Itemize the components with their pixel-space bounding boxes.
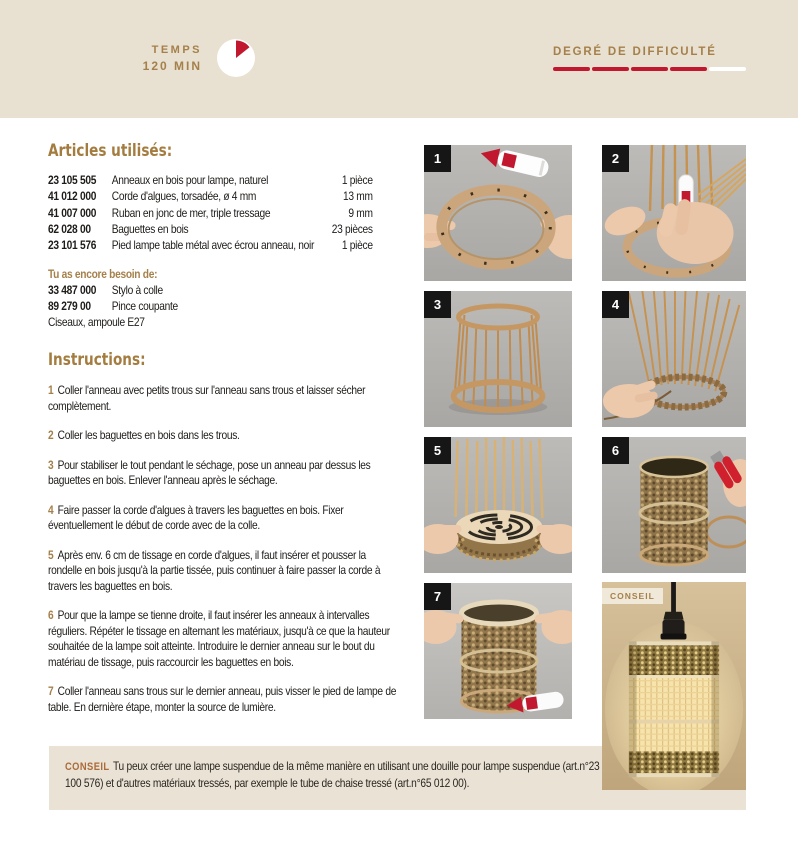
time-label: TEMPS (151, 43, 202, 56)
article-name: Pince coupante (111, 299, 178, 313)
step-number: 6 (48, 608, 54, 622)
step-number-badge: 5 (424, 437, 451, 464)
article-ref: 23 105 505 (48, 173, 97, 187)
article-name: Baguettes en bois (111, 221, 189, 236)
instruction-step (48, 608, 401, 670)
glue-pen-icon (479, 145, 551, 179)
step-number: 5 (48, 547, 54, 562)
step-text: Après env. 6 cm de tissage en corde d'algues, il faut insérer et pousser la rondelle en bois jusqu'à la partie tissée, puis continuer à faire passer la corde à travers les baguettes en bois. (48, 547, 381, 593)
step-text: Pour que la lampe se tienne droite, il faut insérer les anneaux à intervalles réguliers. Répéter le tissage en alternant les matériaux, jusqu'à ce que la hauteur souhaitée de la lampe soit atteinte. Introduire le dernier anneau sur le bout du matériau de tissage, puis raccourcir les baguettes en bois. (48, 608, 390, 669)
instruction-step (48, 548, 401, 595)
article-qty: 13 mm (343, 189, 373, 204)
article-name: Pied lampe table métal avec écrou anneau, noir (111, 238, 315, 253)
article-name: Anneaux en bois pour lampe, naturel (111, 173, 269, 187)
step-photo-6 (602, 437, 746, 573)
difficulty-segment-filled (670, 67, 707, 71)
article-row (48, 237, 373, 253)
article-ref: 23 101 576 (48, 238, 97, 253)
step-number: 7 (48, 684, 54, 698)
step-number-badge: 1 (424, 145, 451, 172)
step-photo-7 (424, 583, 572, 719)
step-photo-4 (602, 291, 746, 427)
difficulty-bar (553, 67, 747, 71)
article-qty: 9 mm (348, 205, 373, 220)
step-number: 1 (48, 383, 54, 397)
difficulty-segment-filled (631, 67, 668, 71)
instruction-step (48, 458, 401, 489)
article-qty: 1 pièce (341, 173, 373, 187)
article-name: Stylo à colle (111, 283, 163, 297)
difficulty-segment-filled (553, 67, 590, 71)
article-row (48, 221, 373, 237)
instructions-title: Instructions: (48, 350, 146, 370)
article-qty: 23 pièces (331, 221, 373, 236)
article-ref: 89 279 00 (48, 299, 91, 313)
step-number: 2 (48, 428, 54, 442)
step-number: 3 (48, 457, 54, 472)
step-number-badge: 6 (602, 437, 629, 464)
difficulty-segment-filled (592, 67, 629, 71)
step-number-badge: 3 (424, 291, 451, 318)
clock-icon (216, 38, 256, 78)
articles-table (48, 172, 373, 253)
time-block (96, 38, 256, 78)
header-bar (0, 0, 798, 118)
instruction-step (48, 503, 401, 534)
step-text: Coller l'anneau avec petits trous sur l'anneau sans trous et laisser sécher complètement. (48, 383, 366, 413)
articles-title: Articles utilisés: (48, 141, 173, 161)
step-number-badge: 4 (602, 291, 629, 318)
instruction-step (48, 383, 401, 414)
also-needed-row (48, 282, 373, 298)
instruction-step (48, 684, 401, 715)
difficulty-label: DEGRÉ DE DIFFICULTÉ (553, 46, 717, 58)
tip-label: CONSEIL (65, 761, 110, 773)
step-number: 4 (48, 502, 54, 517)
tip-text: Tu peux créer une lampe suspendue de la même manière en utilisant une douille pour lampe suspendue (art.n°23 100 576) et d'autres matériaux tressés, par exemple le tube de chaise tressé (art.n°65 012 00). (65, 759, 600, 790)
article-ref: 41 012 000 (48, 189, 97, 204)
article-name: Corde d'algues, torsadée, ø 4 mm (111, 189, 257, 204)
step-number-badge: 7 (424, 583, 451, 610)
article-ref: 62 028 00 (48, 221, 91, 236)
conseil-badge: CONSEIL (602, 588, 663, 604)
instructions-list (48, 383, 401, 729)
also-needed-block (48, 266, 373, 330)
difficulty-block (553, 46, 747, 71)
also-needed-extra: Ciseaux, ampoule E27 (48, 315, 145, 329)
also-needed-row (48, 298, 373, 314)
step-text: Coller l'anneau sans trous sur le dernier anneau, puis visser le pied de lampe de table. En dernière étape, monter la source de lumière. (48, 684, 397, 714)
step-photo-3 (424, 291, 572, 427)
step-photo-1 (424, 145, 572, 281)
article-qty: 1 pièce (341, 238, 373, 253)
difficulty-segment-empty (709, 67, 746, 71)
step-text: Coller les baguettes en bois dans les trous. (57, 428, 240, 442)
step-photo-5 (424, 437, 572, 573)
article-name: Ruban en jonc de mer, triple tressage (111, 205, 271, 220)
time-value: 120 MIN (142, 58, 202, 73)
step-photo-2 (602, 145, 746, 281)
also-needed-title: Tu as encore besoin de: (48, 267, 158, 281)
step-number-badge: 2 (602, 145, 629, 172)
article-ref: 33 487 000 (48, 283, 97, 297)
instruction-step (48, 428, 401, 444)
step-text: Pour stabiliser le tout pendant le séchage, pose un anneau par dessus les baguettes en bois. Enlever l'anneau après le séchage. (48, 457, 371, 487)
article-row (48, 205, 373, 221)
article-row (48, 188, 373, 204)
article-ref: 41 007 000 (48, 205, 97, 220)
conseil-photo (602, 582, 746, 790)
step-text: Faire passer la corde d'algues à travers les baguettes en bois. Fixer éventuellement le début de corde avec de la colle. (48, 502, 344, 532)
article-row (48, 172, 373, 188)
